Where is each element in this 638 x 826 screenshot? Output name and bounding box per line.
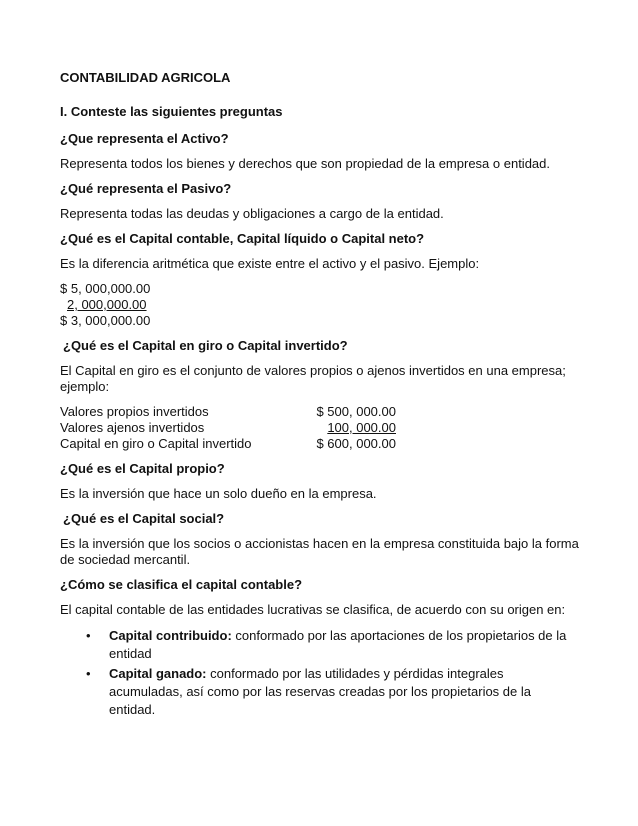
answer-clasificacion: El capital contable de las entidades lucrativas se clasifica, de acuerdo con su origen en: [60, 602, 566, 617]
question-capital-propio: ¿Qué es el Capital propio? [60, 461, 225, 476]
bullet-icon: • [86, 666, 91, 681]
answer-capital-propio: Es la inversión que hace un solo dueño en la empresa. [60, 486, 377, 501]
question-activo: ¿Que representa el Activo? [60, 131, 229, 146]
list-item [86, 665, 580, 719]
bullet-term: Capital ganado: [109, 666, 207, 681]
section-heading: I. Conteste las siguientes preguntas [60, 104, 283, 119]
example-pasivo-amount: 2, 000,000.00 [67, 297, 147, 312]
answer-capital-social: Es la inversión que los socios o accionistas hacen en la empresa constituida bajo la forma de sociedad mercantil. [60, 536, 579, 567]
row-value: $ 500, 000.00 [316, 404, 396, 419]
bullet-icon: • [86, 628, 91, 643]
document-title: CONTABILIDAD AGRICOLA [60, 70, 231, 85]
question-pasivo: ¿Qué representa el Pasivo? [60, 181, 232, 196]
answer-pasivo: Representa todas las deudas y obligaciones a cargo de la entidad. [60, 206, 444, 221]
question-capital-social: ¿Qué es el Capital social? [63, 511, 225, 526]
bullet-text: conformado por las aportaciones de los propietarios de la entidad [109, 628, 567, 661]
example-capital-giro-table [60, 404, 580, 452]
question-capital-contable: ¿Qué es el Capital contable, Capital líquido o Capital neto? [60, 231, 425, 246]
example-capital-contable [60, 281, 580, 329]
row-value: $ 600, 000.00 [316, 436, 396, 451]
list-item [86, 627, 580, 663]
row-label: Valores ajenos invertidos [60, 420, 205, 435]
document-page [60, 70, 580, 721]
classification-list [60, 627, 580, 719]
row-label: Capital en giro o Capital invertido [60, 436, 252, 451]
answer-activo: Representa todos los bienes y derechos que son propiedad de la empresa o entidad. [60, 156, 550, 171]
question-clasificacion: ¿Cómo se clasifica el capital contable? [60, 577, 303, 592]
answer-capital-contable: Es la diferencia aritmética que existe entre el activo y el pasivo. Ejemplo: [60, 256, 480, 271]
question-capital-giro: ¿Qué es el Capital en giro o Capital invertido? [63, 338, 348, 353]
answer-capital-giro: El Capital en giro es el conjunto de valores propios o ajenos invertidos en una empresa; ejemplo: [60, 363, 566, 394]
table-row [60, 404, 580, 420]
example-capital-amount: $ 3, 000,000.00 [60, 313, 151, 328]
example-activo-amount: $ 5, 000,000.00 [60, 281, 151, 296]
table-row [60, 436, 580, 452]
table-row [60, 420, 580, 436]
row-value: 100, 000.00 [327, 420, 396, 435]
row-label: Valores propios invertidos [60, 404, 209, 419]
bullet-text: conformado por las utilidades y pérdidas integrales acumuladas, así como por las reservas creadas por los propietarios de la entidad. [109, 666, 531, 717]
bullet-term: Capital contribuido: [109, 628, 232, 643]
